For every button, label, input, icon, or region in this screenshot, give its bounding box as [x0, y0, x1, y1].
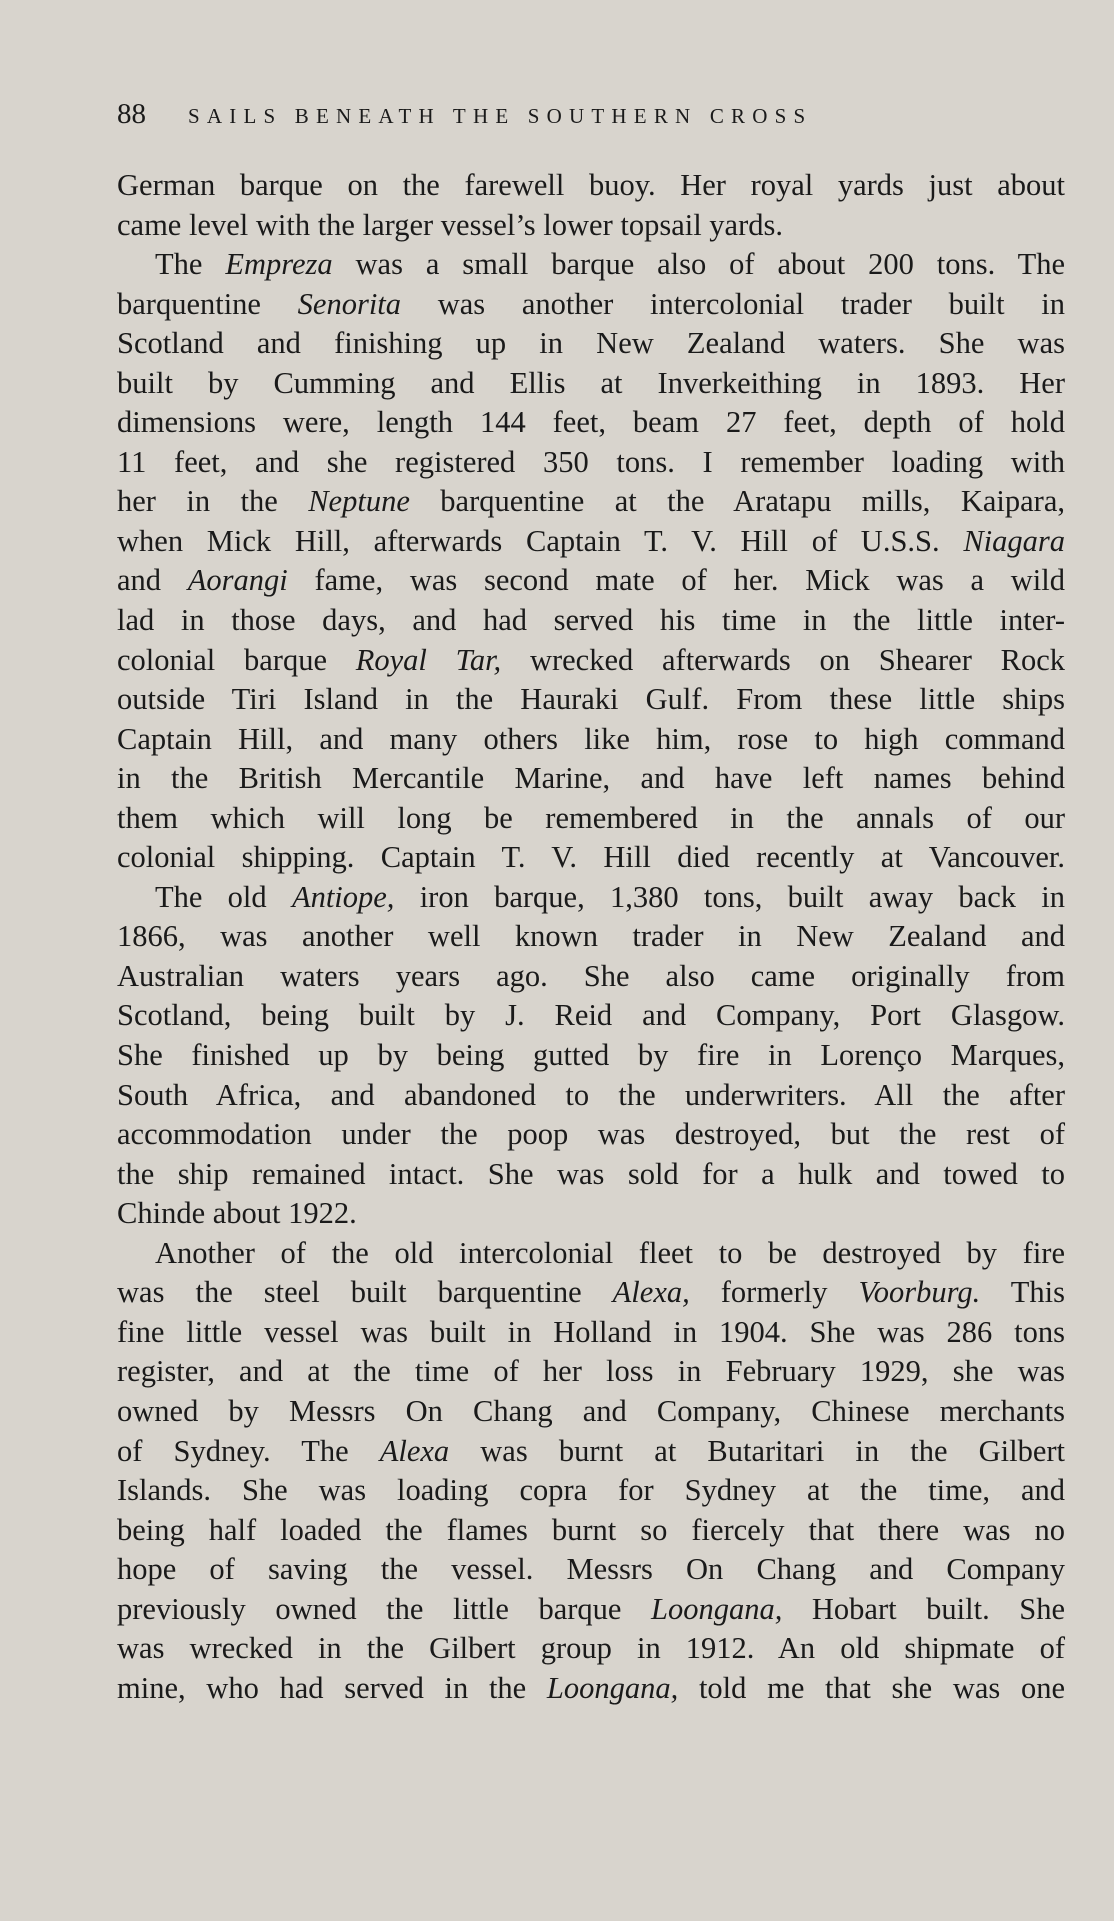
- text-line: [117, 482, 1065, 522]
- text-line: [117, 1234, 1065, 1274]
- text-segment: Scotland, being built by J. Reid and Company, Port Glasgow.: [117, 998, 1065, 1033]
- text-line: [117, 443, 1065, 483]
- text-segment: Islands. She was loading copra for Sydney at the time, and: [117, 1473, 1065, 1508]
- text-segment: Another of the old intercolonial fleet to be destroyed by fire: [155, 1235, 1065, 1270]
- text-line: [117, 403, 1065, 443]
- ship-name: Aorangi: [187, 563, 288, 598]
- text-line: [117, 1115, 1065, 1155]
- text-segment: came level with the larger vessel’s lower topsail yards.: [117, 207, 783, 242]
- ship-name: Royal Tar,: [355, 642, 502, 677]
- text-line: [117, 838, 1065, 878]
- text-segment: was a small barque also of about 200 tons. The: [332, 247, 1066, 282]
- page-number: 88: [117, 98, 146, 130]
- text-line: [117, 759, 1065, 799]
- text-line: [117, 680, 1065, 720]
- text-segment: was another intercolonial trader built in: [401, 286, 1065, 321]
- text-line: [117, 1155, 1065, 1195]
- text-line: [117, 364, 1065, 404]
- text-line: [117, 285, 1065, 325]
- text-segment: of Sydney. The: [117, 1433, 380, 1468]
- text-segment: barquentine at the Aratapu mills, Kaipara,: [409, 484, 1065, 519]
- text-segment: being half loaded the flames burnt so fiercely that there was no: [117, 1512, 1065, 1547]
- text-segment: them which will long be remembered in the annals of our: [117, 800, 1065, 835]
- body-text: [117, 166, 1065, 1708]
- text-line: [117, 1550, 1065, 1590]
- text-line: [117, 878, 1065, 918]
- text-line: [117, 1590, 1065, 1630]
- ship-name: Neptune: [308, 484, 410, 519]
- text-segment: was the steel built barquentine: [117, 1275, 613, 1310]
- text-segment: Captain Hill, and many others like him, rose to high command: [117, 721, 1065, 756]
- text-line: [117, 601, 1065, 641]
- text-segment: previously owned the little barque: [117, 1591, 651, 1626]
- text-line: [117, 561, 1065, 601]
- text-line: [117, 1669, 1065, 1709]
- text-line: [117, 1352, 1065, 1392]
- text-segment: Scotland and finishing up in New Zealand waters. She was: [117, 326, 1065, 361]
- text-segment: She finished up by being gutted by fire in Lorenço Marques,: [117, 1038, 1065, 1073]
- text-segment: and: [117, 563, 188, 598]
- text-line: [117, 324, 1065, 364]
- ship-name: Alexa: [379, 1433, 450, 1468]
- text-line: [117, 1471, 1065, 1511]
- text-line: [117, 1194, 1065, 1234]
- text-segment: register, and at the time of her loss in February 1929, she was: [117, 1354, 1065, 1389]
- text-segment: built by Cumming and Ellis at Inverkeithing in 1893. Her: [117, 365, 1065, 400]
- text-segment: The: [155, 247, 226, 282]
- text-line: [117, 166, 1065, 206]
- text-segment: hope of saving the vessel. Messrs On Chang and Company: [117, 1552, 1065, 1587]
- text-segment: outside Tiri Island in the Hauraki Gulf. From these little ships: [117, 682, 1065, 717]
- text-segment: owned by Messrs On Chang and Company, Chinese merchants: [117, 1393, 1065, 1428]
- text-segment: mine, who had served in the: [117, 1670, 547, 1705]
- text-segment: South Africa, and abandoned to the underwriters. All the after: [117, 1077, 1065, 1112]
- ship-name: Loongana,: [651, 1591, 783, 1626]
- ship-name: Niagara: [963, 523, 1065, 558]
- text-segment: colonial barque: [117, 642, 356, 677]
- text-line: [117, 1629, 1065, 1669]
- text-segment: fame, was second mate of her. Mick was a wild: [287, 563, 1065, 598]
- text-segment: in the British Mercantile Marine, and have left names behind: [117, 761, 1065, 796]
- text-segment: colonial shipping. Captain T. V. Hill died recently at Vancouver.: [117, 840, 1065, 875]
- text-line: [117, 1511, 1065, 1551]
- text-segment: her in the: [117, 484, 309, 519]
- text-segment: Chinde about 1922.: [117, 1196, 357, 1231]
- text-line: [117, 1392, 1065, 1432]
- text-line: [117, 641, 1065, 681]
- text-segment: iron barque, 1,380 tons, built away back in: [394, 879, 1065, 914]
- text-segment: Australian waters years ago. She also came originally from: [117, 958, 1065, 993]
- ship-name: Empreza: [225, 247, 333, 282]
- text-segment: the ship remained intact. She was sold for a hulk and towed to: [117, 1156, 1065, 1191]
- text-segment: The old: [155, 879, 292, 914]
- page-header: [117, 98, 1017, 138]
- text-segment: accommodation under the poop was destroyed, but the rest of: [117, 1117, 1065, 1152]
- ship-name: Alexa,: [612, 1275, 690, 1310]
- ship-name: Senorita: [297, 286, 402, 321]
- text-line: [117, 245, 1065, 285]
- ship-name: Antiope,: [291, 879, 395, 914]
- text-segment: This: [980, 1275, 1065, 1310]
- text-segment: wrecked afterwards on Shearer Rock: [501, 642, 1066, 677]
- text-segment: barquentine: [117, 286, 298, 321]
- text-segment: was wrecked in the Gilbert group in 1912. An old shipmate of: [117, 1631, 1065, 1666]
- running-title: SAILS BENEATH THE SOUTHERN CROSS: [188, 104, 813, 128]
- text-line: [117, 1036, 1065, 1076]
- text-segment: German barque on the farewell buoy. Her royal yards just about: [117, 168, 1065, 202]
- text-segment: lad in those days, and had served his time in the little inter-: [117, 603, 1065, 638]
- ship-name: Voorburg.: [858, 1275, 981, 1310]
- text-line: [117, 799, 1065, 839]
- text-segment: Hobart built. She: [782, 1591, 1065, 1626]
- text-segment: formerly: [689, 1275, 859, 1310]
- text-segment: 11 feet, and she registered 350 tons. I remember loading with: [117, 444, 1065, 479]
- ship-name: Loongana,: [546, 1670, 679, 1705]
- text-line: [117, 917, 1065, 957]
- text-segment: told me that she was one: [678, 1670, 1065, 1705]
- text-line: [117, 1076, 1065, 1116]
- text-line: [117, 720, 1065, 760]
- text-segment: when Mick Hill, afterwards Captain T. V. Hill of U.S.S.: [117, 523, 964, 558]
- text-line: [117, 206, 1065, 246]
- text-line: [117, 1432, 1065, 1472]
- text-line: [117, 1313, 1065, 1353]
- text-segment: dimensions were, length 144 feet, beam 27 feet, depth of hold: [117, 405, 1065, 440]
- text-segment: was burnt at Butaritari in the Gilbert: [449, 1433, 1065, 1468]
- text-segment: 1866, was another well known trader in New Zealand and: [117, 919, 1065, 954]
- text-segment: fine little vessel was built in Holland in 1904. She was 286 tons: [117, 1314, 1065, 1349]
- text-line: [117, 522, 1065, 562]
- text-line: [117, 996, 1065, 1036]
- text-line: [117, 957, 1065, 997]
- text-line: [117, 1273, 1065, 1313]
